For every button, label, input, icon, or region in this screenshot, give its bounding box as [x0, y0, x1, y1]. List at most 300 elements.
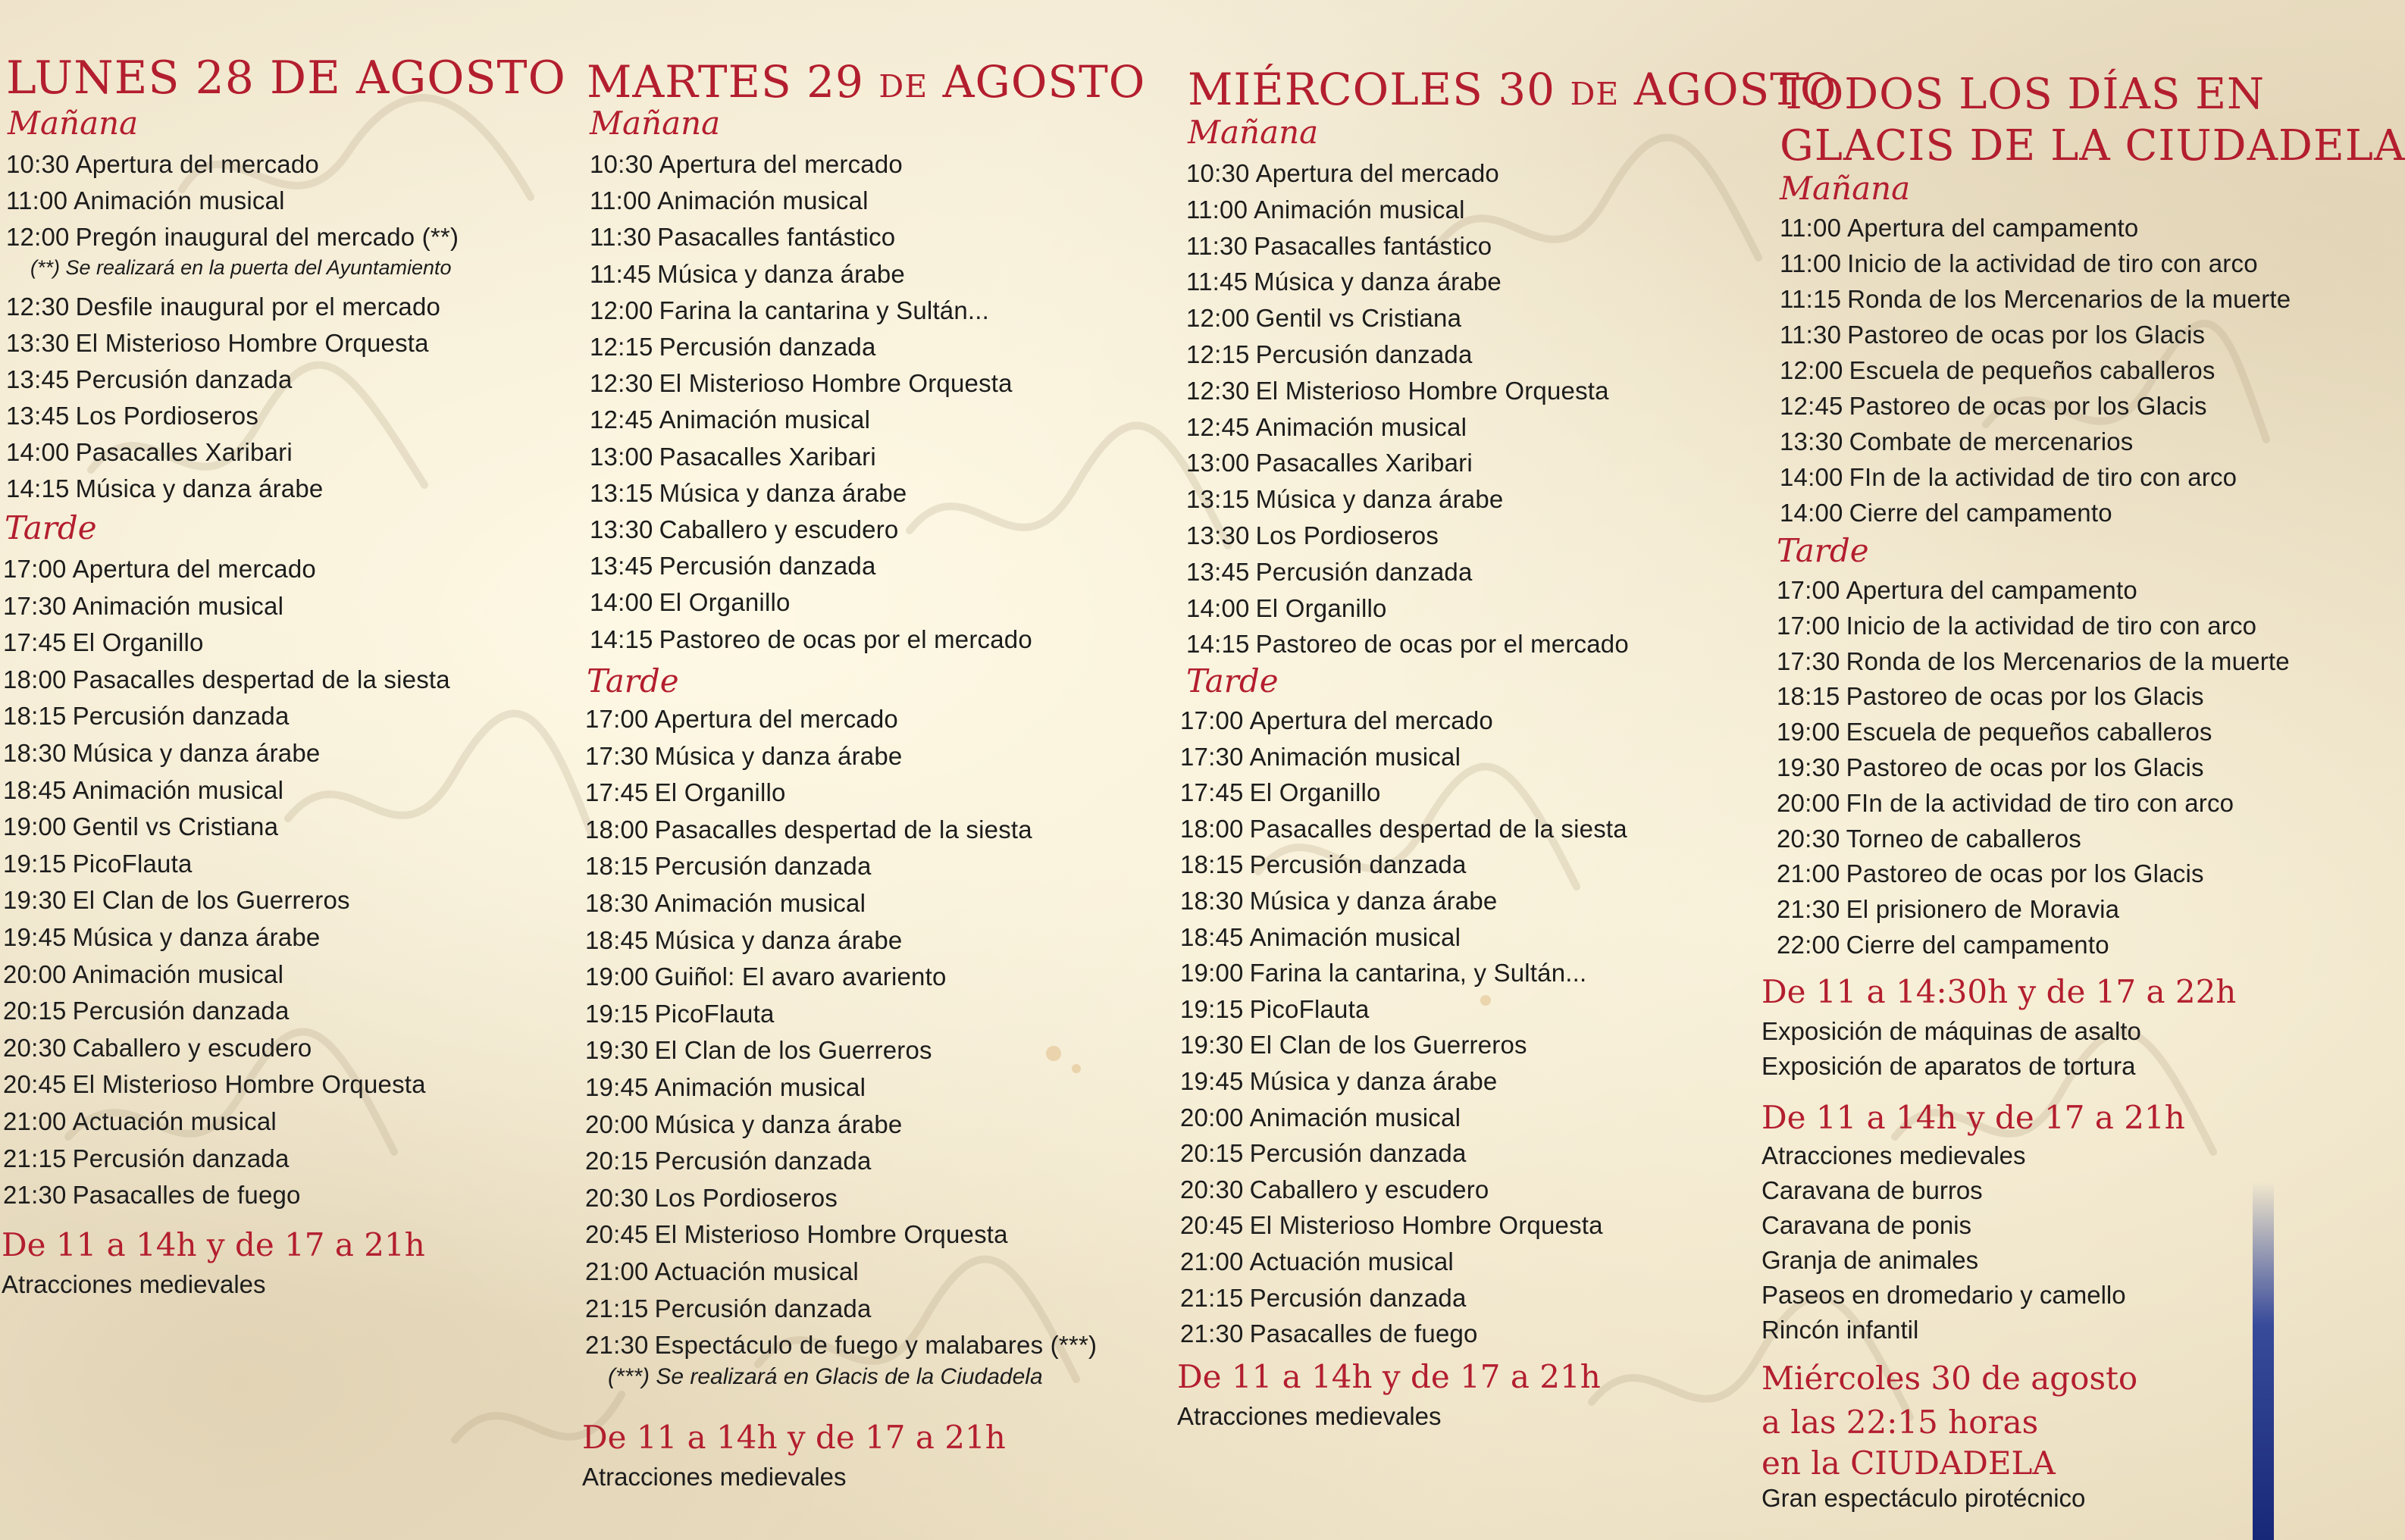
schedule-entry [585, 1073, 866, 1102]
entry-time: 19:00 [1180, 959, 1244, 988]
entry-text: Animación musical [1249, 742, 1461, 771]
schedule-entry [585, 1000, 775, 1028]
entry-time: 12:45 [590, 405, 653, 434]
schedule-entry [1780, 392, 2207, 421]
schedule-entry [6, 365, 293, 394]
entry-time: 17:00 [1777, 611, 1840, 640]
schedule-entry [1180, 923, 1461, 952]
entry-time: 18:45 [1180, 922, 1244, 951]
entry-text: Pasacalles fantástico [657, 223, 896, 252]
attraction-item: Rincón infantil [1761, 1316, 1919, 1344]
schedule-entry [1180, 959, 1586, 988]
schedule-entry [1180, 1067, 1497, 1096]
attraction-item: Granja de animales [1761, 1246, 1979, 1274]
entry-text: Combate de mercenarios [1849, 427, 2134, 455]
entry-text: Animación musical [72, 591, 284, 620]
schedule-entry [1777, 576, 2137, 605]
entry-time: 17:45 [3, 628, 67, 657]
entry-time: 20:45 [585, 1220, 649, 1249]
entry-text: Animación musical [1254, 195, 1465, 224]
schedule-entry [3, 812, 278, 841]
entry-time: 19:30 [1777, 753, 1840, 781]
schedule-entry [3, 776, 283, 805]
entry-text: Cierre del campamento [1846, 931, 2109, 959]
footnote: (***) Se realizará en Glacis de la Ciudadela [608, 1364, 1043, 1389]
entry-time: 14:00 [590, 588, 653, 617]
entry-text: El Misterioso Hombre Orquesta [1255, 376, 1609, 405]
entry-text: Ronda de los Mercenarios de la muerte [1847, 285, 2291, 313]
entry-text: Los Pordioseros [1255, 521, 1439, 549]
entry-text: El Misterioso Hombre Orquesta [1249, 1211, 1603, 1240]
entry-text: Apertura del campamento [1847, 214, 2139, 242]
schedule-entry [6, 150, 319, 179]
entry-text: Torneo de caballeros [1846, 824, 2081, 853]
entry-time: 12:30 [1186, 376, 1250, 405]
schedule-entry [585, 778, 786, 807]
entry-time: 13:00 [1186, 449, 1250, 477]
schedule-entry [3, 850, 193, 878]
entry-text: Inicio de la actividad de tiro con arco [1847, 249, 2258, 277]
schedule-entry [1780, 321, 2205, 349]
entry-text: Percusión danzada [654, 852, 872, 881]
entry-text: El Misterioso Hombre Orquesta [75, 329, 429, 357]
entry-text: Escuela de pequeños caballeros [1849, 356, 2216, 384]
schedule-entry [1186, 159, 1499, 188]
entry-text: El Clan de los Guerreros [654, 1036, 932, 1065]
entry-text: Música y danza árabe [654, 1110, 903, 1138]
schedule-entry [3, 702, 290, 731]
exhibition-item: Exposición de aparatos de tortura [1761, 1052, 2136, 1080]
schedule-entry [590, 625, 1032, 654]
schedule-entry [590, 260, 905, 289]
entry-text: Cierre del campamento [1849, 499, 2112, 527]
entry-time: 13:30 [1780, 427, 1843, 455]
schedule-entry [585, 889, 866, 918]
entry-time: 18:30 [585, 889, 649, 917]
entry-time: 11:30 [590, 223, 652, 252]
entry-text: Apertura del mercado [75, 150, 319, 178]
entry-text: Percusión danzada [1249, 1283, 1467, 1312]
schedule-entry [1186, 268, 1502, 296]
entry-time: 22:00 [1777, 931, 1840, 959]
entry-text: Música y danza árabe [1254, 268, 1502, 296]
entry-time: 11:00 [6, 186, 68, 214]
section-manana: Mañana [1188, 114, 1319, 151]
attraction-item: Paseos en dromedario y camello [1761, 1281, 2126, 1309]
entry-text: El Organillo [1255, 593, 1387, 622]
schedule-entry [1180, 706, 1493, 735]
schedule-entry [590, 405, 870, 434]
schedule-entry [1180, 1247, 1454, 1276]
section-manana: Mañana [1780, 170, 1911, 207]
entry-time: 18:15 [1180, 850, 1244, 879]
entry-time: 19:45 [1180, 1067, 1244, 1095]
schedule-entry [1777, 931, 2109, 959]
schedule-entry [1180, 850, 1467, 879]
entry-text: Música y danza árabe [659, 478, 907, 507]
entry-text: Inicio de la actividad de tiro con arco [1846, 611, 2257, 640]
schedule-entry [590, 150, 903, 179]
entry-time: 12:30 [590, 369, 653, 398]
schedule-entry [1180, 995, 1370, 1024]
entry-time: 20:45 [1180, 1211, 1244, 1240]
schedule-entry [6, 186, 285, 215]
entry-time: 13:30 [1186, 521, 1250, 549]
entry-time: 18:30 [1180, 887, 1244, 915]
entry-time: 19:45 [3, 923, 67, 951]
entry-text: Apertura del mercado [659, 150, 903, 178]
entry-time: 18:45 [3, 775, 67, 804]
entry-time: 11:45 [1186, 268, 1248, 296]
section-tarde: Tarde [5, 509, 97, 546]
schedule-entry [3, 1107, 277, 1136]
entry-text: El Organillo [659, 588, 791, 617]
exhibition-item: Exposición de máquinas de asalto [1761, 1017, 2141, 1045]
attraction-item: Atracciones medievales [2, 1270, 266, 1298]
entry-time: 14:00 [1186, 593, 1250, 622]
entry-time: 21:00 [1777, 859, 1840, 888]
schedule-entry [585, 1036, 932, 1065]
entry-time: 20:00 [1180, 1103, 1244, 1132]
entry-text: Animación musical [657, 186, 869, 215]
schedule-entry [585, 852, 872, 881]
entry-text: Música y danza árabe [1249, 1067, 1498, 1095]
entry-time: 10:30 [6, 150, 70, 178]
day-title: MIÉRCOLES 30 de AGOSTO [1188, 64, 1837, 115]
attraction-item: Caravana de ponis [1761, 1211, 1972, 1239]
entry-time: 21:15 [1180, 1283, 1244, 1312]
attraction-item: Atracciones medievales [1177, 1402, 1442, 1430]
column-todos [1758, 0, 2405, 1540]
schedule-entry [585, 705, 898, 734]
schedule-entry [3, 555, 316, 584]
entry-text: Percusión danzada [1255, 340, 1473, 368]
schedule-entry [1186, 449, 1473, 477]
entry-time: 10:30 [590, 150, 653, 178]
schedule-entry [1180, 1319, 1478, 1348]
schedule-entry [6, 438, 293, 467]
schedule-entry [1780, 214, 2138, 243]
column-lunes [0, 0, 576, 1540]
entry-text: El Misterioso Hombre Orquesta [659, 369, 1013, 398]
entry-text: Música y danza árabe [1249, 887, 1498, 915]
entry-text: Caballero y escudero [1249, 1175, 1489, 1204]
entry-text: Animación musical [659, 405, 871, 434]
schedule-entry [1777, 895, 2119, 924]
entry-text: Pastoreo de ocas por los Glacis [1849, 392, 2207, 420]
column-martes [576, 0, 1182, 1540]
schedule-entry [1777, 612, 2256, 640]
schedule-entry [590, 296, 989, 325]
schedule-entry [3, 665, 450, 694]
schedule-entry [585, 1331, 1097, 1360]
entry-time: 21:15 [3, 1144, 67, 1172]
entry-time: 19:15 [585, 999, 649, 1028]
schedule-entry [590, 333, 876, 362]
schedule-entry [585, 742, 902, 771]
day-title: LUNES 28 DE AGOSTO [6, 52, 566, 105]
entry-time: 18:00 [3, 665, 67, 693]
entry-text: Los Pordioseros [75, 402, 259, 430]
entry-time: 20:45 [3, 1070, 67, 1099]
hours-heading: De 11 a 14:30h y de 17 a 22h [1761, 973, 2237, 1010]
schedule-entry [585, 962, 947, 991]
entry-text: Percusión danzada [1249, 850, 1467, 879]
entry-text: Farina la cantarina y Sultán... [659, 296, 990, 324]
entry-text: Los Pordioseros [654, 1183, 838, 1212]
schedule-entry [585, 1184, 838, 1213]
entry-time: 11:00 [1186, 195, 1248, 224]
entry-text: Música y danza árabe [657, 259, 905, 288]
entry-text: El prisionero de Moravia [1846, 895, 2120, 924]
entry-time: 14:15 [590, 624, 653, 653]
entry-time: 20:00 [585, 1110, 649, 1138]
entry-time: 11:00 [1780, 249, 1842, 277]
schedule-entry [1777, 682, 2204, 711]
entry-time: 13:30 [590, 515, 653, 543]
entry-text: Pastoreo de ocas por los Glacis [1847, 321, 2206, 349]
schedule-entry [1777, 789, 2234, 818]
entry-time: 21:00 [585, 1257, 649, 1285]
entry-text: Pastoreo de ocas por el mercado [659, 624, 1032, 653]
entry-text: Pasacalles de fuego [1249, 1319, 1478, 1348]
entry-time: 19:00 [585, 962, 649, 991]
schedule-entry [1780, 427, 2134, 456]
entry-text: PicoFlauta [1249, 994, 1370, 1023]
entry-time: 18:00 [1180, 814, 1244, 843]
schedule-entry [585, 1110, 902, 1139]
entry-time: 17:00 [585, 705, 649, 733]
entry-text: PicoFlauta [72, 849, 193, 878]
schedule-entry [3, 923, 320, 952]
schedule-entry [590, 515, 898, 544]
entry-text: Percusión danzada [75, 365, 293, 393]
entry-text: Música y danza árabe [75, 474, 324, 502]
entry-time: 17:45 [1180, 778, 1244, 807]
entry-text: Animación musical [72, 959, 284, 988]
entry-text: Guiñol: El avaro avariento [654, 962, 947, 991]
schedule-entry [1186, 558, 1473, 587]
schedule-entry [1186, 594, 1387, 623]
entry-text: Percusión danzada [72, 702, 290, 731]
entry-time: 21:30 [1777, 895, 1840, 924]
entry-text: FIn de la actividad de tiro con arco [1846, 788, 2234, 817]
entry-time: 21:30 [585, 1331, 649, 1360]
entry-time: 17:30 [1180, 742, 1244, 771]
entry-time: 13:00 [590, 442, 653, 471]
entry-time: 13:30 [6, 329, 70, 357]
entry-text: Apertura del mercado [72, 555, 316, 583]
entry-text: Percusión danzada [72, 1144, 290, 1172]
entry-time: 18:15 [585, 852, 649, 881]
entry-text: Música y danza árabe [72, 923, 321, 951]
schedule-entry [6, 402, 258, 430]
entry-text: Gentil vs Cristiana [72, 812, 279, 841]
entry-text: Escuela de pequeños caballeros [1846, 718, 2212, 747]
schedule-entry [3, 739, 320, 768]
schedule-entry [3, 1181, 301, 1210]
hours-heading: De 11 a 14h y de 17 a 21h [1177, 1358, 1601, 1395]
entry-text: Percusión danzada [654, 1147, 872, 1175]
entry-text: Pasacalles despertad de la siesta [654, 815, 1032, 844]
day-title: MARTES 29 de AGOSTO [587, 56, 1146, 108]
entry-time: 12:15 [590, 333, 653, 361]
entry-text: Percusión danzada [659, 552, 876, 581]
schedule-entry [590, 223, 895, 252]
entry-time: 20:30 [3, 1033, 67, 1062]
entry-time: 18:45 [585, 925, 649, 954]
schedule-entry [1180, 1284, 1467, 1313]
entry-time: 17:45 [585, 778, 649, 807]
attraction-item: Caravana de burros [1761, 1176, 1983, 1204]
entry-text: Apertura del mercado [654, 705, 898, 733]
schedule-entry [585, 1294, 872, 1323]
entry-text: El Misterioso Hombre Orquesta [72, 1070, 426, 1099]
entry-text: Animación musical [654, 1073, 866, 1101]
entry-time: 20:00 [1777, 788, 1840, 817]
entry-time: 13:15 [1186, 485, 1250, 514]
section-tarde: Tarde [1777, 532, 1869, 569]
entry-time: 14:00 [1780, 463, 1843, 491]
entry-time: 13:15 [590, 478, 653, 507]
entry-time: 11:45 [590, 259, 652, 288]
entry-text: Pasacalles de fuego [72, 1181, 301, 1210]
entry-time: 17:00 [1180, 706, 1244, 734]
entry-text: PicoFlauta [654, 999, 775, 1028]
entry-time: 12:15 [1186, 340, 1250, 368]
entry-text: Animación musical [1255, 412, 1467, 441]
entry-time: 12:00 [6, 223, 70, 251]
entry-text: Caballero y escudero [659, 515, 899, 543]
schedule-entry [590, 369, 1013, 398]
entry-text: Percusión danzada [1255, 557, 1473, 586]
attraction-item: Atracciones medievales [1761, 1141, 2026, 1169]
schedule-entry [3, 1070, 426, 1099]
entry-time: 19:30 [1180, 1031, 1244, 1060]
entry-text: Pastoreo de ocas por los Glacis [1846, 682, 2204, 711]
entry-time: 11:15 [1780, 285, 1842, 313]
entry-time: 21:30 [1180, 1319, 1244, 1348]
entry-time: 17:00 [1777, 576, 1840, 604]
schedule-entry [1780, 285, 2291, 314]
schedule-entry [1186, 521, 1439, 550]
schedule-entry [590, 479, 907, 508]
hours-heading: De 11 a 14h y de 17 a 21h [582, 1419, 1006, 1456]
schedule-entry [590, 186, 869, 215]
schedule-entry [1186, 304, 1461, 333]
schedule-entry [6, 329, 429, 358]
entry-text: Pasacalles Xaribari [75, 438, 293, 466]
entry-time: 18:30 [3, 739, 67, 767]
schedule-entry [1186, 485, 1503, 514]
entry-text: Pasacalles Xaribari [1255, 449, 1473, 477]
hours-heading: De 11 a 14h y de 17 a 21h [2, 1226, 425, 1263]
schedule-entry [6, 223, 459, 252]
entry-text: El Clan de los Guerreros [1249, 1031, 1527, 1060]
schedule-entry [1180, 887, 1497, 916]
schedule-entry [3, 628, 204, 657]
entry-text: Gentil vs Cristiana [1255, 304, 1462, 333]
schedule-entry [1780, 249, 2258, 278]
schedule-entry [3, 1034, 312, 1063]
section-manana: Mañana [590, 105, 721, 142]
schedule-entry [1186, 196, 1465, 224]
entry-time: 20:15 [585, 1147, 649, 1175]
entry-time: 19:15 [1180, 994, 1244, 1023]
entry-time: 17:30 [1777, 646, 1840, 675]
entry-text: Percusión danzada [1249, 1139, 1467, 1168]
special-event-place: en la CIUDADELA [1761, 1445, 2056, 1482]
schedule-entry [1777, 859, 2204, 888]
entry-text: Pasacalles despertad de la siesta [72, 665, 450, 693]
entry-text: Apertura del mercado [1249, 706, 1493, 734]
entry-text: El Organillo [72, 628, 204, 657]
schedule-entry [1186, 232, 1492, 261]
schedule-entry [6, 293, 440, 321]
schedule-entry [3, 997, 290, 1025]
entry-time: 19:15 [3, 849, 67, 878]
entry-time: 11:30 [1780, 321, 1842, 349]
entry-time: 12:00 [590, 296, 653, 324]
entry-time: 13:45 [6, 365, 70, 393]
special-event-item: Gran espectáculo pirotécnico [1761, 1484, 2086, 1512]
entry-text: Pastoreo de ocas por el mercado [1255, 630, 1629, 659]
entry-time: 12:00 [1780, 356, 1843, 384]
entry-text: Pasacalles Xaribari [659, 442, 876, 471]
entry-time: 19:00 [1777, 718, 1840, 747]
section-tarde: Tarde [1186, 662, 1279, 700]
entry-time: 12:30 [6, 293, 70, 321]
entry-time: 18:00 [585, 815, 649, 844]
entry-time: 14:15 [1186, 630, 1250, 659]
schedule-entry [585, 1257, 859, 1286]
entry-text: Animación musical [1249, 1103, 1461, 1132]
entry-text: Pastoreo de ocas por los Glacis [1846, 753, 2204, 781]
schedule-entry [1180, 815, 1627, 844]
entry-text: Animación musical [654, 889, 866, 917]
day-subtitle: GLACIS DE LA CIUDADELA [1780, 121, 2405, 171]
entry-time: 12:45 [1780, 392, 1843, 420]
entry-text: Percusión danzada [654, 1294, 872, 1322]
footnote: (**) Se realizará en la puerta del Ayuntamiento [30, 256, 452, 279]
schedule-entry [1186, 340, 1473, 369]
entry-time: 10:30 [1186, 159, 1250, 187]
entry-text: Pasacalles fantástico [1254, 231, 1492, 260]
entry-time: 20:15 [1180, 1139, 1244, 1168]
day-title: TODOS LOS DÍAS EN [1780, 70, 2265, 119]
entry-text: Apertura del campamento [1846, 576, 2137, 604]
schedule-entry [3, 592, 283, 621]
schedule-entry [1777, 647, 2290, 676]
schedule-entry [1780, 499, 2112, 527]
entry-time: 21:15 [585, 1294, 649, 1322]
schedule-entry [1780, 463, 2237, 492]
entry-text: El Misterioso Hombre Orquesta [654, 1220, 1008, 1249]
attraction-item: Atracciones medievales [582, 1463, 847, 1491]
schedule-entry [1180, 743, 1461, 772]
entry-time: 20:15 [3, 997, 67, 1025]
entry-text: El Organillo [1249, 778, 1381, 807]
schedule-entry [1186, 413, 1467, 442]
entry-text: Percusión danzada [659, 333, 876, 361]
entry-time: 12:00 [1186, 304, 1250, 333]
entry-text: Actuación musical [1249, 1247, 1454, 1276]
entry-text: Actuación musical [654, 1257, 859, 1285]
entry-time: 18:15 [3, 702, 67, 731]
schedule-entry [585, 1220, 1008, 1249]
schedule-entry [1180, 1211, 1603, 1240]
schedule-entry [585, 1147, 872, 1175]
